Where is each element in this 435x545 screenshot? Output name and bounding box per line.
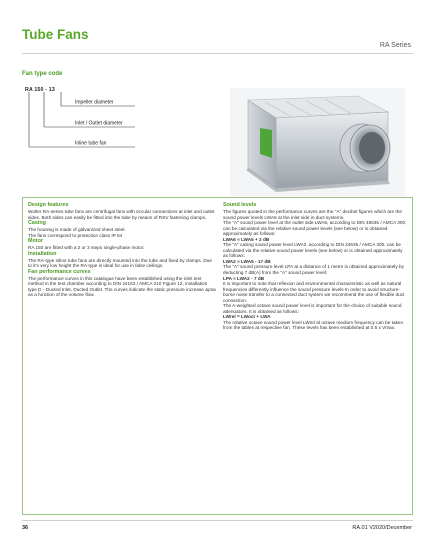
header-divider bbox=[22, 53, 413, 54]
paragraph: The fans correspond to protection class IP 54 bbox=[28, 232, 123, 238]
section-heading: Fan performance curves bbox=[28, 268, 91, 275]
paragraph: The figures quoted in the performance curves are the "A" decibel figures which are the sound power levels LWA6 at the inlet side in duct systems. bbox=[223, 209, 402, 220]
paragraph: The A-weighted octave sound power level is important for the choice of suitable sound attenuators. It is obtained as follows: bbox=[223, 303, 402, 314]
paragraph: The relative octave sound power level LWrel at octave medium frequency can be taken from the tables at respective fan. These levels has been established at 0.5 x Vmax. bbox=[223, 319, 404, 331]
section-motor bbox=[28, 238, 216, 251]
section-heading: Installation bbox=[28, 250, 57, 257]
tube-fan-photo bbox=[230, 88, 405, 196]
section-fan-performance-curves bbox=[28, 269, 216, 298]
section-installation bbox=[28, 251, 216, 269]
paragraph: The "A" sound power level at the outlet side LWA6, according to DIN 45635 / AMCA 300, can be calculated via the relative sound power levels (see below) or is obtained approximately as follows: bbox=[223, 220, 407, 237]
page-title: Tube Fans bbox=[22, 27, 89, 42]
formula: LWA2 ≈ LWA5 - 17 dB bbox=[223, 258, 271, 264]
footer-divider bbox=[22, 520, 413, 521]
section-heading: Sound levels bbox=[223, 202, 257, 208]
paragraph: RA 150 are fitted with a 2 or 3 steps single-phase motor. bbox=[28, 245, 145, 251]
section-heading: Design features bbox=[28, 202, 69, 208]
paragraph: Wolter RA-series tube fans are centrifugal fans with circular connections at inlet and outlet sides. Both sides can easily be fitted into the tube by means of RSV fastening clamps. bbox=[28, 209, 215, 220]
fan-type-heading: Fan type code bbox=[22, 71, 63, 77]
page-number: 36 bbox=[22, 525, 29, 531]
paragraph: The "A" casing sound power level LWA2, according to DIN 24635 / AMCA 300, can be calculated via the relative sound power levels (see below) or is obtained approximately as follows: bbox=[223, 242, 403, 259]
paragraph: The housing is made of galvanized sheet steel. bbox=[28, 227, 126, 233]
left-column bbox=[28, 202, 216, 298]
type-code-diagram bbox=[25, 92, 195, 162]
document-reference: RA.01 V2020/December bbox=[352, 525, 412, 531]
impeller-label: Impeller diameter bbox=[75, 99, 114, 106]
inlet-outlet-label: Inlet / Outlet diameter bbox=[75, 120, 123, 127]
fan-type-code: RA 150 - 13 bbox=[25, 87, 55, 93]
paragraph: The RA-type inline tube fans are directly mounted into the tube and fixed by clamps. Due to it's very low height the RA-type is ideal for use in false ceilings. bbox=[28, 257, 212, 269]
paragraph: It is important to note that reflexion and environmental characteristic as well as natural frequencies differently influence the sound pressure levels In order to avoid structure-borne noise transfer to a connected duct system we recommend the use of flexible duct connection. bbox=[223, 281, 405, 303]
right-column bbox=[223, 202, 408, 331]
content-box bbox=[22, 197, 413, 515]
formula: LPA ≈ LWA2 - 7 dB bbox=[223, 275, 265, 281]
series-label: RA Series bbox=[379, 42, 411, 49]
paragraph: The performance curves in this catalogue have been established using the inlet test method in the test chamber according to DIN 24163 / AMCA 210 Figure 12, installation type D - Ducted Inlet, Ducted Outlet. The curves indicate the static pressure increase Δpsa as a function of the volume flow. bbox=[28, 275, 216, 298]
paragraph: The "A" sound pressure level LPA at a distance of 1 metre is obtained approximately by deducting 7 dB(A) from the "A" sound power level: bbox=[223, 264, 404, 276]
section-design-features bbox=[28, 202, 216, 220]
inline-label: Inline tube fan bbox=[75, 140, 107, 147]
section-heading: Motor bbox=[28, 238, 43, 245]
section-casing bbox=[28, 220, 216, 238]
formula: LWrel = LWoct + LWA bbox=[223, 314, 271, 320]
formula: LWA6 ≈ LWA5 + 2 dB bbox=[223, 236, 270, 242]
section-heading: Casing bbox=[28, 220, 46, 227]
